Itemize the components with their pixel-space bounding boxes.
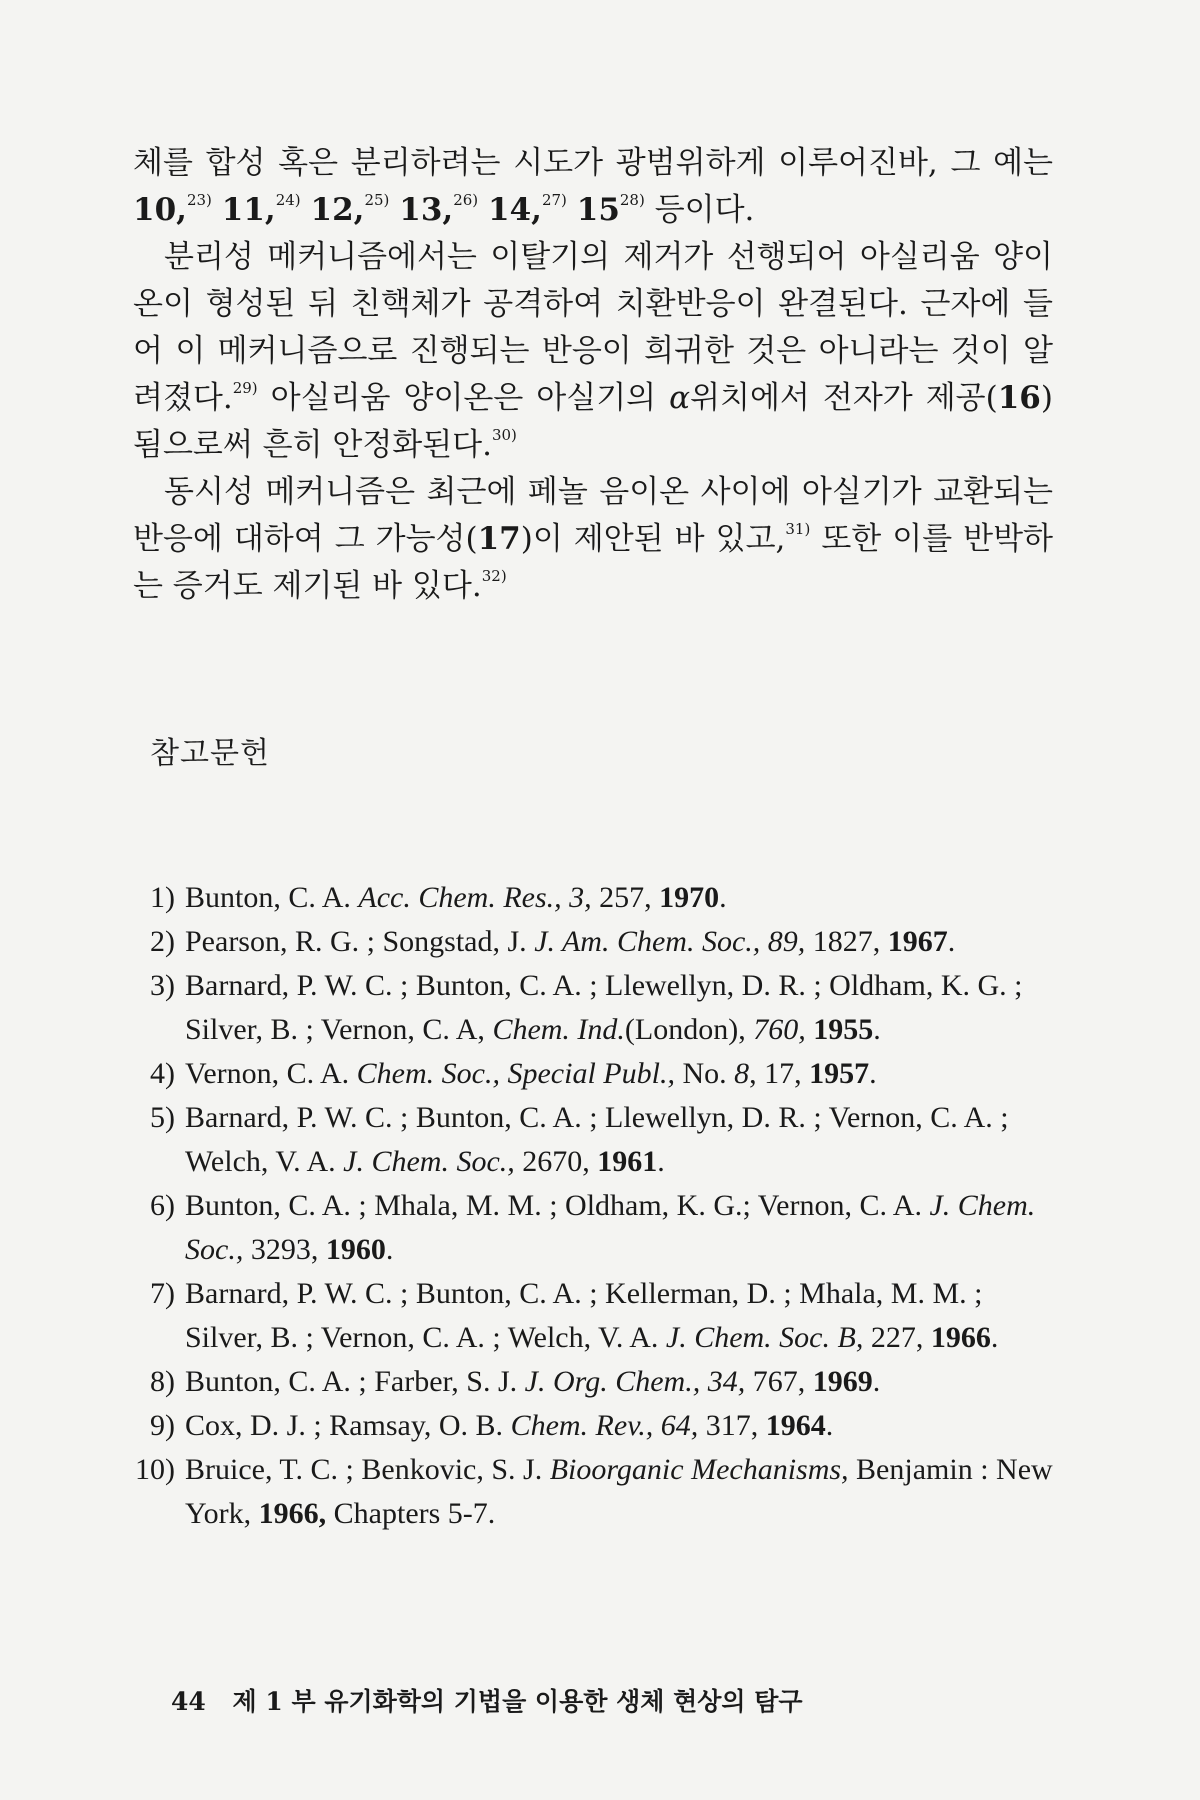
page-number: 44 bbox=[171, 1687, 206, 1716]
reference-text bbox=[185, 1272, 1053, 1360]
reference-number: 10) bbox=[135, 1453, 175, 1486]
reference-journal: J. Chem. Soc. B, bbox=[665, 1321, 864, 1354]
compound-number: 11, bbox=[221, 192, 276, 228]
reference-part: Chapters 5-7. bbox=[326, 1497, 496, 1530]
footnote-marker: 23) bbox=[186, 191, 212, 209]
reference-part: Bruice, T. C. ; Benkovic, S. J. bbox=[185, 1453, 550, 1486]
reference-journal: J. Org. Chem., 34, bbox=[524, 1365, 746, 1398]
reference-number: 5) bbox=[150, 1101, 175, 1134]
reference-number: 7) bbox=[150, 1277, 175, 1310]
reference-journal: J. Chem. Soc., bbox=[185, 1189, 1036, 1266]
footnote-marker: 26) bbox=[453, 191, 479, 209]
reference-part: 767, bbox=[745, 1365, 813, 1398]
footnote-marker: 30) bbox=[491, 426, 517, 444]
reference-part: 1827, bbox=[805, 925, 888, 958]
reference-part: . bbox=[947, 925, 956, 958]
footnote-marker: 32) bbox=[481, 567, 507, 585]
text: 또한 이를 반박하는 증거도 제기된 바 있다. bbox=[133, 521, 1053, 604]
reference-part: Barnard, P. W. C. ; Bunton, C. A. ; Kellerman, D. ; Mhala, M. M. ; Silver, B. ; Vernon, C. A. ; Welch, V. A. bbox=[185, 1277, 983, 1354]
text: 아실리움 양이온은 아실기의 bbox=[257, 380, 670, 416]
reference-part: Barnard, P. W. C. ; Bunton, C. A. ; Llewellyn, D. R. ; Oldham, K. G. ; Silver, B. ; Vernon, C. A, bbox=[185, 969, 1023, 1046]
reference-part: , 17, bbox=[749, 1057, 810, 1090]
reference-list bbox=[133, 876, 1053, 1536]
reference-item bbox=[133, 876, 1053, 920]
reference-part: Benjamin : New York, bbox=[185, 1453, 1053, 1530]
page-footer bbox=[171, 1682, 803, 1718]
footnote-marker: 25) bbox=[364, 191, 390, 209]
reference-journal: 8 bbox=[734, 1057, 750, 1090]
reference-part: Barnard, P. W. C. ; Bunton, C. A. ; Llewellyn, D. R. ; Vernon, C. A. ; Welch, V. A. bbox=[185, 1101, 1009, 1178]
references-heading: 참고문헌 bbox=[150, 736, 270, 771]
reference-year: 1961 bbox=[597, 1145, 658, 1178]
reference-year: 1967 bbox=[887, 925, 948, 958]
reference-year: 1969 bbox=[812, 1365, 873, 1398]
compound-number: 14, bbox=[488, 192, 542, 228]
footnote-marker: 27) bbox=[541, 191, 567, 209]
reference-journal: Chem. Ind. bbox=[492, 1013, 625, 1046]
reference-part: . bbox=[872, 1365, 881, 1398]
reference-part: (London), bbox=[624, 1013, 754, 1046]
compound-number: 13, bbox=[399, 192, 454, 228]
footnote-marker: 29) bbox=[232, 379, 258, 397]
reference-year: 1966 bbox=[930, 1321, 991, 1354]
reference-number: 4) bbox=[150, 1057, 175, 1090]
reference-number: 2) bbox=[150, 925, 175, 958]
reference-journal: J. Chem. Soc., bbox=[343, 1145, 515, 1178]
reference-item bbox=[133, 1096, 1053, 1184]
compound-number: 16 bbox=[997, 380, 1041, 416]
reference-part: . bbox=[873, 1013, 881, 1046]
reference-part: Cox, D. J. ; Ramsay, O. B. bbox=[185, 1409, 511, 1442]
text: 분리성 메커니즘에서는 이탈기의 제거가 선행되어 아실리움 양이온이 형성된 뒤 친핵체가 공격하여 치환반응이 완결된다. 근자에 들어 이 메커니즘으로 진행되는 반응이 희귀한 것은 아니라는 것이 알려졌다. bbox=[133, 239, 1053, 416]
paragraph-2 bbox=[133, 234, 1053, 469]
footnote-marker: 31) bbox=[785, 520, 811, 538]
reference-year: 1955 bbox=[813, 1013, 874, 1046]
reference-text bbox=[185, 1448, 1053, 1536]
reference-year: 1966, bbox=[258, 1497, 327, 1530]
reference-part: . bbox=[825, 1409, 834, 1442]
reference-part: 227, bbox=[863, 1321, 931, 1354]
compound-number: 12, bbox=[310, 192, 365, 228]
reference-journal: 760, bbox=[753, 1013, 806, 1046]
reference-part: 3293, bbox=[243, 1233, 326, 1266]
body-text bbox=[133, 140, 1053, 610]
reference-part: . bbox=[990, 1321, 999, 1354]
reference-part: 257, bbox=[591, 881, 660, 914]
text: 위치에서 전자가 제공( bbox=[690, 380, 998, 416]
reference-part: Bunton, C. A. ; Farber, S. J. bbox=[185, 1365, 525, 1398]
reference-journal: J. Am. Chem. Soc., 89, bbox=[534, 925, 806, 958]
reference-item bbox=[133, 1404, 1053, 1448]
reference-text bbox=[185, 876, 1053, 920]
paragraph-1 bbox=[133, 140, 1053, 234]
reference-text bbox=[185, 964, 1053, 1052]
text: )됨으로써 흔히 안정화된다. bbox=[133, 380, 1053, 463]
text: 동시성 메커니즘은 최근에 페놀 음이온 사이에 아실기가 교환되는 반응에 대하여 그 가능성( bbox=[133, 474, 1053, 557]
reference-text bbox=[185, 1052, 1053, 1096]
reference-text bbox=[185, 1096, 1053, 1184]
reference-item bbox=[133, 1052, 1053, 1096]
reference-number: 1) bbox=[150, 881, 175, 914]
reference-number: 3) bbox=[150, 969, 175, 1002]
reference-part: . bbox=[385, 1233, 394, 1266]
reference-year: 1957 bbox=[809, 1057, 870, 1090]
running-title: 제 1 부 유기화학의 기법을 이용한 생체 현상의 탐구 bbox=[232, 1687, 803, 1716]
reference-journal: Chem. Rev., 64, bbox=[510, 1409, 699, 1442]
reference-part: Bunton, C. A. ; Mhala, M. M. ; Oldham, K. G.; Vernon, C. A. bbox=[185, 1189, 930, 1222]
reference-part: . bbox=[657, 1145, 665, 1178]
reference-year: 1970 bbox=[659, 881, 720, 914]
reference-part: 2670, bbox=[514, 1145, 598, 1178]
alpha-symbol: α bbox=[669, 380, 691, 416]
reference-item bbox=[133, 920, 1053, 964]
reference-item bbox=[133, 1184, 1053, 1272]
reference-year: 1964 bbox=[765, 1409, 826, 1442]
reference-part: No. bbox=[674, 1057, 735, 1090]
footnote-marker: 24) bbox=[275, 191, 301, 209]
reference-number: 8) bbox=[150, 1365, 175, 1398]
compound-number: 17 bbox=[477, 521, 521, 557]
compound-number: 15 bbox=[576, 192, 620, 228]
reference-text bbox=[185, 1404, 1053, 1448]
text: 체를 합성 혹은 분리하려는 시도가 광범위하게 이루어진바, 그 예는 bbox=[133, 145, 1053, 181]
reference-part: . bbox=[869, 1057, 877, 1090]
paragraph-3 bbox=[133, 469, 1053, 610]
footnote-marker: 28) bbox=[619, 191, 645, 209]
reference-number: 9) bbox=[150, 1409, 175, 1442]
reference-text bbox=[185, 1184, 1053, 1272]
reference-item bbox=[133, 1272, 1053, 1360]
text: 등이다. bbox=[644, 192, 755, 228]
reference-item bbox=[133, 964, 1053, 1052]
compound-number: 10, bbox=[133, 192, 187, 228]
text: )이 제안된 바 있고, bbox=[520, 521, 786, 557]
reference-item bbox=[133, 1448, 1053, 1536]
reference-part: Bunton, C. A. bbox=[185, 881, 359, 914]
reference-part: 317, bbox=[698, 1409, 766, 1442]
reference-journal: Acc. Chem. Res., 3, bbox=[358, 881, 592, 914]
reference-text bbox=[185, 920, 1053, 964]
reference-year: 1960 bbox=[325, 1233, 386, 1266]
reference-part: Pearson, R. G. ; Songstad, J. bbox=[185, 925, 535, 958]
reference-journal: Chem. Soc., Special Publ., bbox=[356, 1057, 675, 1090]
reference-item bbox=[133, 1360, 1053, 1404]
reference-journal: Bioorganic Mechanisms, bbox=[549, 1453, 849, 1486]
reference-number: 6) bbox=[150, 1189, 175, 1222]
reference-part: Vernon, C. A. bbox=[185, 1057, 357, 1090]
reference-text bbox=[185, 1360, 1053, 1404]
reference-part: . bbox=[719, 881, 727, 914]
